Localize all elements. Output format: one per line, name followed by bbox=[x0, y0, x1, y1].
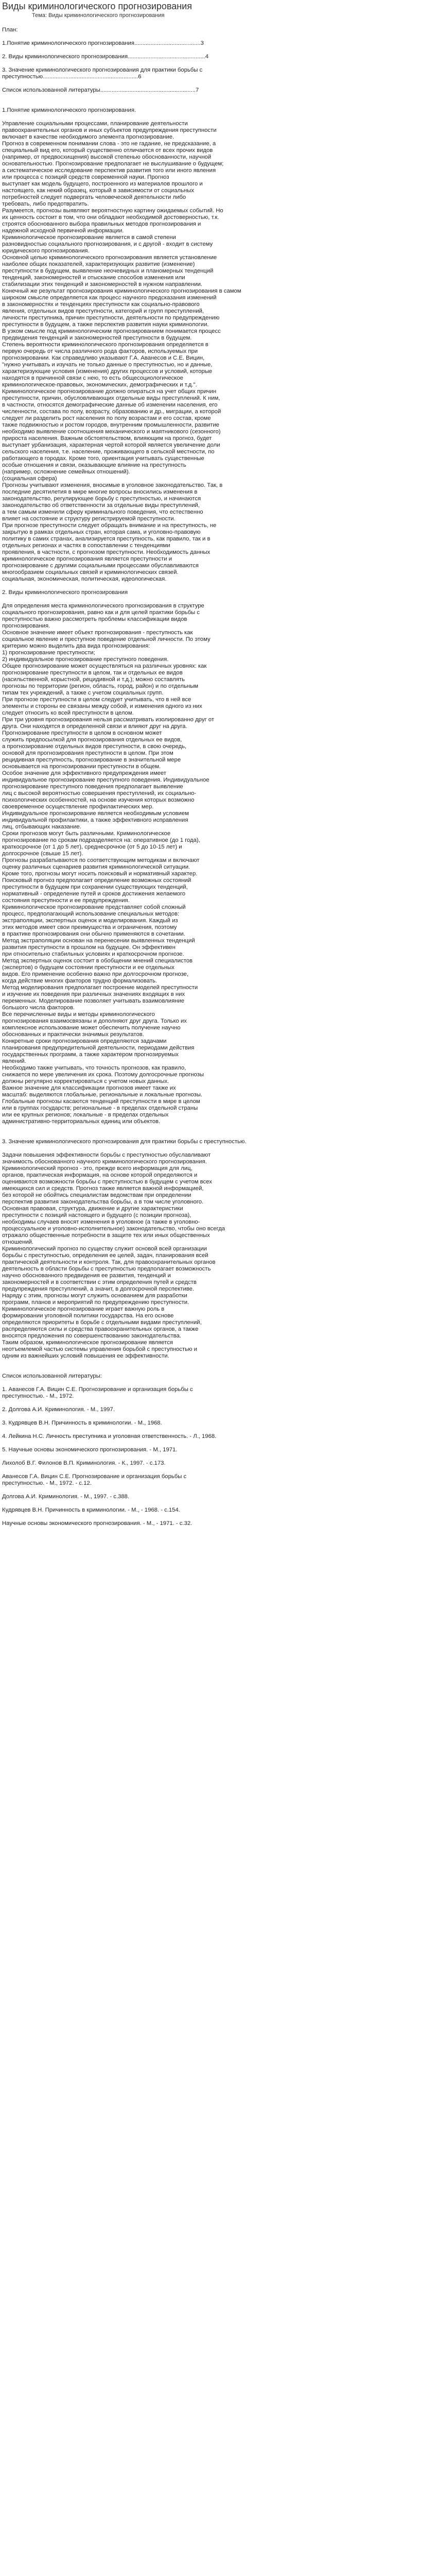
bibliography-item: Кудрявцев В.Н. Причинность в криминологии. - М., - 1968. - с.154. bbox=[2, 1507, 180, 1513]
section-2-line: планирования предупредительной деятельности, периодами действия bbox=[2, 1045, 195, 1051]
section-1-line: в частности, относятся демографические данные об изменении населения, его bbox=[2, 402, 218, 408]
section-1-line: многообразием социальных связей и криминологических связей. bbox=[2, 569, 179, 575]
section-1-line: криминологическое-правовых, экономических, демографических и т.д.". bbox=[2, 382, 197, 388]
bibliography-item bbox=[2, 1467, 419, 1473]
section-3-line: предупреждения преступлений, а значит, в долгосрочной перспективе. bbox=[2, 1286, 195, 1292]
section-2-line: процесс, предполагающий использование специальных методов: bbox=[2, 911, 180, 917]
section-2-line: социальное явление и преступное поведение отдельной личности. По этому bbox=[2, 636, 211, 642]
bibliography-item: преступностью. - М., 1972. bbox=[2, 1393, 74, 1399]
section-3-line: Задачи повышения эффективности борьбы с преступностью обуславливают bbox=[2, 1152, 211, 1158]
section-1-line: прогнозирование с другими социальными процессами обуславливаются bbox=[2, 563, 199, 569]
section-2-line: прогнозирование преступного поведения предполагает выявление bbox=[2, 784, 183, 790]
section-1-line: Прогнозы учитывают изменения, вносимые в уголовное законодательство. Так, в bbox=[2, 482, 223, 488]
section-1-line: находятся в причинной связи с нею, то есть общесоциологическое bbox=[2, 375, 183, 381]
section-2-line: Все перечисленные виды и методы криминологического bbox=[2, 1011, 155, 1018]
section-1-line: включает в качестве необходимого элемента прогнозирование. bbox=[2, 134, 175, 140]
section-1-line: прогнозировании. Как справедливо указывают Г.А. Аванесов и С.Е. Вицин, bbox=[2, 355, 205, 361]
section-1-line: криминологическое прогнозирования является преступности и bbox=[2, 556, 172, 562]
section-2-line: большого числа факторов. bbox=[2, 1005, 75, 1011]
section-2-line: своевременное осуществление профилактических мер. bbox=[2, 804, 154, 810]
section-2-line: психологических особенностей, на основе изучения которых возможно bbox=[2, 797, 195, 803]
section-1-line: широком смысле определяется как процесс научного предсказания изменений bbox=[2, 295, 217, 301]
section-1-line: основательностью. Прогнозирование предполагает не выслушивание о будущем; bbox=[2, 161, 224, 167]
section-1-line: надежной исходной первичной информации. bbox=[2, 228, 124, 234]
section-3-line: процессуальное и уголовно-исполнительное) законодательство, чтобы оно всегда bbox=[2, 1226, 225, 1232]
section-2-line: основывается на прогнозировании преступности в общем. bbox=[2, 764, 161, 770]
section-1-body bbox=[2, 121, 419, 583]
section-2-line: должны регулярно корректироваться с учетом новых данных. bbox=[2, 1078, 169, 1084]
section-2-line: преступности в будущем при сохранении существующих тенденций, bbox=[2, 884, 188, 890]
section-3-line: научно обоснованного предвидения ее развития, тенденций и bbox=[2, 1273, 171, 1279]
section-3-line: деятельность в области борьбы с преступностью предполагает возможность bbox=[2, 1266, 211, 1272]
section-2-line: при относительно стабильных условиях и краткосрочном прогнозе. bbox=[2, 951, 184, 957]
section-1-line: "нужно учитывать и изучать не только данные о преступностью, но и данные, bbox=[2, 362, 213, 368]
section-1-line: специальный вид его, который существенно отличается от всех прочих видов bbox=[2, 147, 213, 154]
section-3-line: определяются приоритеты в борьбе с отдельными видами преступлений, bbox=[2, 1319, 202, 1326]
toc-item-4: Список использованной литературы...........................................................7 bbox=[2, 87, 199, 93]
bibliography-item: Аванесов Г.А. Вицин С.Е. Прогнозирование и организация борьбы с bbox=[2, 1473, 187, 1480]
section-1-line: наиболее общих показателей, характеризующих развитие (изменение) bbox=[2, 261, 195, 267]
section-1-line: характеризующие условия (изменения) других процессов и условий, которые bbox=[2, 368, 213, 375]
section-2-line: социального прогнозирования, равно как и для целей практики борьбы с bbox=[2, 609, 200, 616]
section-2-line: переменных. Моделирование позволяет учитывать взаимовлияние bbox=[2, 998, 185, 1004]
section-2-line: Важное значение для классификации прогнозов имеет также их bbox=[2, 1085, 176, 1091]
bibliography-item bbox=[2, 1500, 419, 1507]
section-1-line: политику в самих странах, анализируется преступность, как правило, так и в bbox=[2, 536, 211, 542]
bibliography-item: 4. Лейкина Н.С. Личность преступника и уголовная ответственность. - Л., 1968. bbox=[2, 1433, 217, 1439]
section-3-line: Криминологическое прогнозирование играет важную роль в bbox=[2, 1306, 165, 1312]
section-2-line: Особое значение для эффективного предупреждения имеет bbox=[2, 770, 166, 776]
section-3-line: без которой не обойтись специалистам ведомствам при определении bbox=[2, 1192, 191, 1198]
section-1-line: (например, осложнение семейных отношений). bbox=[2, 469, 130, 475]
section-1-line: Основной целью криминологического прогнозирования является установление bbox=[2, 255, 217, 261]
section-1-line: прироста населения. Важным обстоятельством, влияющим на прогноз, будет bbox=[2, 435, 212, 442]
document-body bbox=[2, 27, 419, 1527]
bibliography-item bbox=[2, 1427, 419, 1433]
section-2-line: состояния преступности и ее предупреждения. bbox=[2, 897, 130, 904]
section-3-line: программ, планов и мероприятий по предупреждению преступности. bbox=[2, 1299, 189, 1306]
section-1-line: явления, отдельных видов преступности, категорий и групп преступлений, bbox=[2, 308, 204, 314]
section-2-line: типам тех учреждений, а также с учетом социальных групп. bbox=[2, 690, 164, 696]
section-2-line: Кроме того, прогнозы могут носить поисковый и нормативный характер. bbox=[2, 871, 198, 877]
section-1-line: выступает урбанизация, характерная чертой которой является увеличение доли bbox=[2, 442, 220, 448]
section-2-line: Прогнозы разрабатываются по соответствующим методикам и включают bbox=[2, 857, 200, 863]
section-3-line: Криминологический прогноз - это, прежде всего информация для лиц, bbox=[2, 1165, 193, 1172]
section-2-line: Метод экспертных оценок состоит в обобщении мнений специалистов bbox=[2, 958, 193, 964]
bibliography-item: 3. Кудрявцев В.Н. Причинность в криминологии. - М., 1968. bbox=[2, 1420, 162, 1426]
bibliography-item bbox=[2, 1487, 419, 1494]
section-1-line: работающего в городах. Кроме того, ориентация учитывать существенные bbox=[2, 455, 204, 462]
section-2-line: Метод моделирования предполагает построение моделей преступности bbox=[2, 985, 198, 991]
section-2-line: индивидуальное прогнозирование преступного поведения. Индивидуальное bbox=[2, 777, 210, 783]
section-1-line: Разумеется, прогнозы выявляют вероятностную картину ожидаемых событий. Но bbox=[2, 208, 223, 214]
section-2-line: краткосрочное (от 1 до 5 лет), среднесрочное (от 5 до 10-15 лет) и bbox=[2, 844, 182, 850]
section-1-line: а систематическое исследование перспектив развития того или иного явления bbox=[2, 167, 216, 174]
section-2-line: Общее прогнозирование может осуществляться на различных уровнях: как bbox=[2, 663, 207, 669]
section-2-line: экстраполяции, экспертных оценок и моделирования. Каждый из bbox=[2, 918, 178, 924]
section-2-line: долгосрочное (свыше 15 лет). bbox=[2, 851, 83, 857]
section-3-line: необходимы случаев вносят изменения в уголовное (а также в уголовно- bbox=[2, 1219, 200, 1225]
section-1-line: стабилизации этих тенденций и закономерностей в нужном направлении. bbox=[2, 281, 203, 287]
section-1-line: численности, состава по полу, возрасту, образованию и др., миграции, а которой bbox=[2, 409, 221, 415]
section-1-line: влияет на состояние и структуру регистрируемой преступности. bbox=[2, 516, 176, 522]
section-3-line: борьбы с преступностью, определения ее целей, задач, планирования всей bbox=[2, 1252, 208, 1259]
section-3-heading: 3. Значение криминологического прогнозирования для практики борьбы с преступностью. bbox=[2, 1139, 247, 1145]
section-2-line: прогнозирования. bbox=[2, 623, 50, 629]
section-1-line: а тем самым изменили сферу криминального поведения, что естественно bbox=[2, 509, 203, 515]
section-2-line: Сроки прогнозов могут быть различными. Криминологическое bbox=[2, 831, 171, 837]
bibliography-item bbox=[2, 1514, 419, 1520]
section-1-heading: 1.Понятие криминологического прогнозирования. bbox=[2, 107, 136, 113]
section-2-heading: 2. Виды криминологического прогнозирования bbox=[2, 589, 128, 596]
section-2-line: индивидуальной профилактики, а также эффективного исправления bbox=[2, 817, 188, 823]
section-1-line: тенденций, закономерностей и отыскание способов изменения или bbox=[2, 275, 185, 281]
section-3-line: одним из важнейших условий повышения ее эффективности. bbox=[2, 1353, 169, 1359]
section-2-line: При три уровня прогнозирования нельзя рассматривать изолированно друг от bbox=[2, 717, 214, 723]
section-1-line: сельского населения, т.е. население, проживающего в сельской местности, по bbox=[2, 449, 215, 455]
section-2-line: Криминологическое прогнозирование представляет собой сложный bbox=[2, 904, 186, 910]
section-2-line: масштаб: выделяются глобальные, региональные и локальные прогнозы. bbox=[2, 1092, 202, 1098]
bibliography-item: 1. Аванесов Г.А. Вицин С.Е. Прогнозирование и организация борьбы с bbox=[2, 1386, 193, 1393]
section-1-line: закрытую в рамках отдельных стран, которая сама, и уголовно-правовую bbox=[2, 529, 201, 535]
section-1-line: преступности, причин, обусловливающих отдельные виды преступлений. К ним, bbox=[2, 395, 220, 401]
toc-heading: План: bbox=[2, 27, 18, 33]
section-1-line: Конечный же результат прогнозирования криминологического прогнозирования в самом bbox=[2, 288, 241, 294]
section-3-line: неотъемлемой частью системы управления борьбой с преступностью и bbox=[2, 1346, 197, 1352]
section-1-line: (социальная сфера) bbox=[2, 476, 57, 482]
section-1-line: В узком смысле под криминологическим прогнозированием понимается процесс bbox=[2, 328, 221, 334]
bibliography-item: 5. Научные основы экономического прогнозирования. - М., 1971. bbox=[2, 1447, 178, 1453]
toc-item-3: 3. Значение криминологического прогнозирования для практики борьбы с bbox=[2, 67, 203, 73]
section-3-line: значимость обоснованного научного криминологического прогнозирования. bbox=[2, 1159, 207, 1165]
section-2-line: прогнозирование по срокам подразделяется на: оперативное (до 1 года), bbox=[2, 837, 200, 843]
document-subtitle: Тема: Виды криминологического прогнозирования bbox=[32, 12, 165, 19]
section-2-line: или в группах государств; региональные - в пределах отдельной страны bbox=[2, 1105, 198, 1111]
section-2-line: оценку различных сценариев развития криминологической ситуации. bbox=[2, 864, 190, 870]
section-2-line: 2) индивидуальное прогнозирование преступного поведения. bbox=[2, 656, 169, 663]
section-1-line: Криминологическое прогнозирование является в самой степени bbox=[2, 234, 176, 241]
section-2-line: этих методов имеет свои преимущества и ограничения, поэтому bbox=[2, 924, 177, 930]
bibliography-item bbox=[2, 1413, 419, 1420]
section-2-line: административно-территориальных единиц или объектов. bbox=[2, 1118, 161, 1125]
section-2-line: развития преступности в прошлом на будущее. Он эффективен bbox=[2, 944, 176, 951]
section-2-line: прогнозы по территории (регион, область, город, район) и по отдельным bbox=[2, 683, 198, 689]
section-1-line: Прогноз в современном понимании слова - это не гадание, не предсказание, а bbox=[2, 141, 216, 147]
section-2-line: снижается по мере увеличения их срока. Поэтому долгосрочные прогнозы bbox=[2, 1072, 204, 1078]
section-2-line: Индивидуальное прогнозирование является необходимым условием bbox=[2, 810, 189, 817]
section-2-line: Конкретные сроки прогнозирования определяются задачами bbox=[2, 1038, 167, 1044]
section-2-line: Поисковый прогноз предполагает определение возможных состояний bbox=[2, 877, 191, 884]
section-1-line: их ценность состоит в том, что они обладают необходимой достоверностью, т.к. bbox=[2, 214, 219, 221]
bibliography-item bbox=[2, 1400, 419, 1406]
section-1-line: Управление социальными процессами, планирование деятельности bbox=[2, 121, 188, 127]
section-2-line: Метод экстраполяции основан на перенесении выявленных тенденций bbox=[2, 938, 195, 944]
section-3-line: преступности с позиций настоящего и будущего (с позиции прогноза), bbox=[2, 1212, 191, 1218]
section-1-line: первую очередь от числа различного рода факторов, используемых при bbox=[2, 348, 198, 354]
section-2-line: обоснованных и практически значимых результатов. bbox=[2, 1031, 144, 1038]
section-1-line: преступности в будущем, выявление неочевидных и планомерных тенденций bbox=[2, 268, 214, 274]
bibliography-heading: Список использованной литературы: bbox=[2, 1373, 102, 1379]
section-3-line: органов, практическая информация, на основе которой определяются и bbox=[2, 1172, 198, 1178]
section-2-line: основой для прогнозирования преступности в целом. При этом bbox=[2, 750, 173, 756]
bibliography-list bbox=[2, 1386, 419, 1527]
section-3-line: формировании уголовной политики государства. На его основе bbox=[2, 1313, 174, 1319]
section-3-line: Таким образом, криминологическое прогнозирование является bbox=[2, 1340, 173, 1346]
section-3-line: оцениваются возможности борьбы с преступностью в будущем с учетом всех bbox=[2, 1179, 212, 1185]
section-2-line: в практике прогнозирования они обычно применяются в сочетании. bbox=[2, 931, 185, 937]
section-3-line: распределяются силы и средства правоохранительных органов, а также bbox=[2, 1326, 199, 1332]
section-2-line: и изучение их поведения при различных значениях входящих в них bbox=[2, 991, 185, 997]
section-1-line: следует ли разделить рост населения по полу возрастам и его состав, кроме bbox=[2, 415, 211, 421]
page-title: Виды криминологического прогнозирования bbox=[2, 1, 192, 11]
section-1-line: также подвижностью и ростом городов, внутренним промышленности, развитие bbox=[2, 422, 219, 428]
section-3-line: Криминологический прогноз по существу служит основой всей организации bbox=[2, 1246, 207, 1252]
section-1-line: преступности в будущем, а также перспектив развития науки криминологии. bbox=[2, 321, 209, 328]
toc-item-2: 2. Виды криминологического прогнозирования................................................4 bbox=[2, 54, 209, 60]
section-2-line: Основное значение имеет объект прогнозирования - преступность как bbox=[2, 630, 193, 636]
section-2-body bbox=[2, 603, 419, 1125]
section-2-line: лиц, отбывающих наказание. bbox=[2, 824, 81, 830]
section-1-line: разновидностью социального прогнозирования, и с другой - входит в систему bbox=[2, 241, 213, 247]
section-2-line: Прогнозирование преступности в целом в основном может bbox=[2, 730, 162, 736]
section-2-line: лиц с высокой вероятностью совершения преступлений, их социально- bbox=[2, 790, 197, 796]
bibliography-item: Лихолоб В.Г. Филонов В.П. Криминология. - К., 1997. - с.173. bbox=[2, 1460, 166, 1466]
section-1-line: строятся обоснованного выбора правильных методов прогнозирования и bbox=[2, 221, 201, 227]
section-1-line: предвидения тенденций и закономерностей преступности в будущем. bbox=[2, 335, 192, 341]
section-3-line: имеющихся сил и средств. Прогноз также является важной информацией, bbox=[2, 1185, 204, 1192]
section-2-line: Глобальные прогнозы касаются тенденций преступности в мире в целом bbox=[2, 1098, 200, 1105]
section-2-line: нормативный - определение путей и сроков достижения желаемого bbox=[2, 891, 186, 897]
section-1-line: законодательство, регулирующее борьбу с преступностью, и начинаются bbox=[2, 496, 201, 502]
section-2-line: прогнозирование преступности в целом, так и отдельных ее видов bbox=[2, 670, 183, 676]
section-1-line: Степень вероятности криминологического прогнозирования определяется в bbox=[2, 342, 208, 348]
section-2-line: (насильственной, корыстной, рецидивной и т.д.); можно составлять bbox=[2, 676, 185, 683]
section-2-line: когда действие многих факторов трудно формализовать. bbox=[2, 978, 158, 984]
section-2-line: (экспертов) о будущем состоянии преступности и ее отдельных bbox=[2, 964, 175, 971]
section-3-line: отражало общественные потребности в защите тех или иных общественных bbox=[2, 1232, 210, 1239]
section-2-line: государственных программ, а также характером прогнозируемых bbox=[2, 1052, 179, 1058]
section-1-line: (например, от предвосхищения) высокой степенью обоснованности, научной bbox=[2, 154, 212, 160]
bibliography-item: преступностью. - М., 1972. - с.12. bbox=[2, 1480, 92, 1486]
section-2-line: а прогнозирование отдельных видов преступности, в свою очередь, bbox=[2, 743, 187, 750]
section-1-line: в закономерностях и тенденциях преступности как социально-правового bbox=[2, 301, 200, 308]
bibliography-item bbox=[2, 1440, 419, 1447]
section-1-line: законодательство об ответственности за отдельные виды преступлений, bbox=[2, 502, 200, 509]
section-2-line: прогнозирования взаимосвязаны и дополняют друг друга. Только их bbox=[2, 1018, 187, 1024]
section-1-line: настоящего, как некий образец, который в зависимости от социальных bbox=[2, 188, 194, 194]
section-1-line: юридического прогнозирования. bbox=[2, 248, 90, 254]
section-1-line: социальная, экономическая, политическая, идеологическая. bbox=[2, 576, 167, 582]
section-1-line: последние десятилетия в мире многие вопросы вносились изменения в bbox=[2, 489, 198, 495]
section-1-line: личности преступника, причин преступности, деятельности по предупреждению bbox=[2, 315, 220, 321]
section-1-line: или процесса с позиций средств современной науки. Прогноз bbox=[2, 174, 169, 180]
section-3-line: закономерностей и в соответствии с этим определения путей и средств bbox=[2, 1279, 197, 1285]
section-1-line: потребностей следует подвергать человеческой деятельности либо bbox=[2, 194, 186, 200]
section-3-line: Наряду с этим, прогнозы могут служить основанием для разработки bbox=[2, 1293, 187, 1299]
section-1-line: выступает как модель будущего, построенного из материалов прошлого и bbox=[2, 181, 203, 187]
section-2-line: Для определения места криминологического прогнозирования в структуре bbox=[2, 603, 204, 609]
section-2-line: При прогнозе преступности в целом следует учитывать, что в ней все bbox=[2, 697, 191, 703]
section-2-line: следует относить ко всей преступности в целом. bbox=[2, 710, 134, 716]
section-3-line: Основная правовая, структура, движение и другие характеристики bbox=[2, 1206, 183, 1212]
section-2-line: комплексное использование может обеспечить получение научно bbox=[2, 1025, 181, 1031]
section-1-line: особые отношения и связи, оказывающие влияние на преступность bbox=[2, 462, 186, 468]
section-2-line: видов. Его применение особенно важно при долгосрочном прогнозе, bbox=[2, 971, 188, 977]
toc-item-3-cont: преступностью...........................................................6 bbox=[2, 74, 142, 80]
section-3-line: вносятся предложения по совершенствованию законодательства. bbox=[2, 1333, 181, 1339]
section-2-line: или ее крупных регионов; локальные - в пределах отдельных bbox=[2, 1112, 169, 1118]
bibliography-item: Научные основы экономического прогнозирования. - М., - 1971. - с.32. bbox=[2, 1520, 193, 1527]
section-3-body bbox=[2, 1152, 419, 1360]
section-3-line: практической деятельности и контроля. Так, для правоохранительных органов bbox=[2, 1259, 216, 1265]
section-3-line: отношений. bbox=[2, 1239, 34, 1245]
section-1-line: необходимо выявление соотношения механического и маятникового (сезонного) bbox=[2, 429, 221, 435]
section-2-line: преступностью важно рассмотреть проблемы классификации видов bbox=[2, 616, 187, 622]
section-1-line: требовать, либо предотвратить. bbox=[2, 201, 89, 207]
section-1-line: Криминологическое прогнозирование должно опираться на учет общих причин bbox=[2, 388, 217, 395]
bibliography-item: Долгова А.И. Криминология. - М., 1997. - с.388. bbox=[2, 1494, 130, 1500]
toc-item-1: 1.Понятие криминологического прогнозирования.........................................3 bbox=[2, 40, 204, 46]
bibliography-item: 2. Долгова А.И. Криминология. - М., 1997. bbox=[2, 1406, 115, 1413]
section-2-line: элементы и стороны ее связаны между собой, и изменения одного из них bbox=[2, 703, 202, 709]
section-2-line: критерию можно выделить два вида прогнозирования: bbox=[2, 643, 150, 649]
section-3-line: перспектив развития законодательства борьбы, а в том числе уголовного. bbox=[2, 1199, 204, 1205]
section-1-line: При прогнозе преступности следует обращать внимание и на преступность, не bbox=[2, 522, 217, 529]
section-1-line: проявления, в частности, с прогнозом преступности. Необходимость данных bbox=[2, 549, 211, 555]
section-1-line: правоохранительных органов и иных субъектов предупреждения преступности bbox=[2, 127, 217, 133]
section-2-line: друга. Они находятся в определенной связи и влияют друг на друга. bbox=[2, 723, 187, 730]
section-1-line: отдельных регионах и частях в сопоставлении с тенденциями bbox=[2, 543, 170, 549]
section-2-line: рецидивная преступность, прогнозирование в значительной мере bbox=[2, 757, 181, 763]
section-2-line: явлений. bbox=[2, 1058, 26, 1064]
section-2-line: служить предпосылкой для прогнозирования отдельных ее видов, bbox=[2, 737, 182, 743]
section-2-line: 1) прогнозирование преступности; bbox=[2, 650, 95, 656]
section-2-line: Необходимо также учитывать, что точность прогнозов, как правило, bbox=[2, 1065, 186, 1071]
bibliography-item bbox=[2, 1453, 419, 1460]
